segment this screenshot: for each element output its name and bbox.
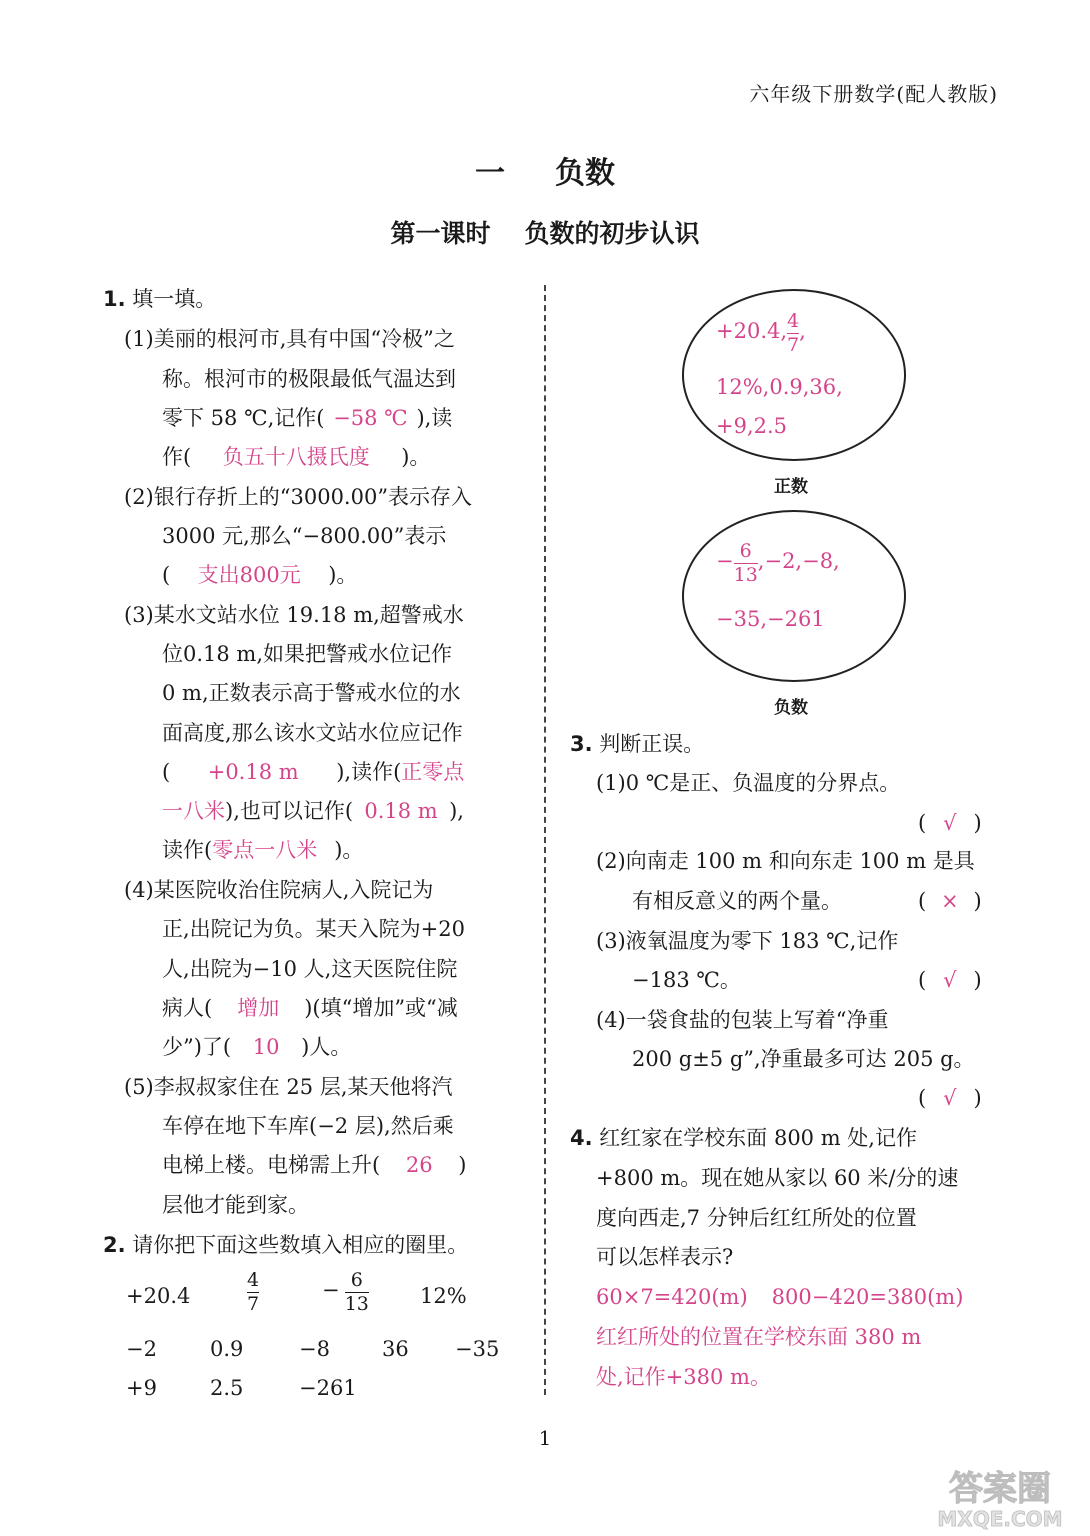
answer: 0.18 m [364, 799, 438, 823]
positive-circle-line: +20.4, $\frac{4}{7}$ , [716, 310, 806, 356]
q1-5-line: (5)李叔叔家住在 25 层,某天他将汽 [124, 1075, 453, 1099]
q1-2-line: (2)银行存折上的“3000.00”表示存入 [124, 485, 473, 509]
q1-1-line: 零下 58 ℃,记作( −58 ℃ ),读 [162, 406, 453, 430]
chapter-number: 一 [475, 156, 505, 191]
chapter-title [0, 148, 1090, 192]
negative-circle-line: − $\frac{6}{13}$ ,−2,−8, [716, 540, 840, 586]
q1-1-line: (1)美丽的根河市,具有中国“冷极”之 [124, 327, 455, 351]
positive-circle-line: 12%,0.9,36, [716, 375, 843, 399]
q2-number: −35 [455, 1337, 500, 1361]
q1-4-line: 少”)了( 10 )人。 [162, 1035, 352, 1059]
lesson-title [0, 214, 1090, 250]
q3-heading: 3. 判断正误。 [570, 732, 705, 756]
q4-answer: 60×7=420(m) 800−420=380(m) [596, 1285, 964, 1309]
q3-mark: ( × ) [918, 889, 982, 913]
answer: 负五十八摄氏度 [222, 445, 370, 469]
q2-number: 36 [382, 1337, 409, 1361]
negative-label: 负数 [774, 698, 808, 718]
q4-line: 可以怎样表示? [596, 1245, 734, 1269]
q2-number: −2 [126, 1337, 157, 1361]
q2-fraction: − $\frac{6}{13}$ [322, 1269, 369, 1315]
q3-item: (1)0 ℃是正、负温度的分界点。 [596, 771, 901, 795]
q1-4-line: (4)某医院收治住院病人,入院记为 [124, 878, 434, 902]
q3-item: (2)向南走 100 m 和向东走 100 m 是具 [596, 849, 975, 873]
q1-3-line: 面高度,那么该水文站水位应记作 [162, 721, 463, 745]
q2-number: +9 [126, 1376, 157, 1400]
answer: 10 [252, 1035, 280, 1059]
q4-line: 4. 红红家在学校东面 800 m 处,记作 [570, 1126, 917, 1150]
q1-5-line: 车停在地下车库(−2 层),然后乘 [162, 1114, 454, 1138]
negative-circle-line: −35,−261 [716, 607, 825, 631]
q2-number: 12% [420, 1284, 467, 1308]
positive-label: 正数 [774, 477, 808, 497]
q1-2-line: ( 支出800元 )。 [162, 563, 358, 587]
answer: 一八米 [162, 799, 225, 823]
q1-3-line: (3)某水文站水位 19.18 m,超警戒水 [124, 603, 464, 627]
q3-item: −183 ℃。 [632, 968, 741, 992]
q2-number: −261 [299, 1376, 357, 1400]
q4-line: 度向西走,7 分钟后红红所处的位置 [596, 1206, 917, 1230]
answer: 支出800元 [197, 563, 301, 587]
column-divider [544, 285, 546, 1395]
chapter-name: 负数 [555, 156, 615, 191]
answer: −58 ℃ [333, 406, 408, 430]
answer: 正零点 [401, 760, 465, 784]
q3-mark: ( √ ) [918, 811, 982, 835]
answer: 零点一八米 [212, 838, 318, 862]
answer: 26 [405, 1153, 433, 1177]
q1-3-line: ( +0.18 m ),读作(正零点 [162, 760, 465, 784]
q1-5-line: 层他才能到家。 [162, 1193, 309, 1217]
q1-3-line: 读作(零点一八米 )。 [162, 838, 364, 862]
q2-number: +20.4 [126, 1284, 191, 1308]
lesson-number: 第一课时 [390, 219, 491, 248]
q2-number: 2.5 [210, 1376, 244, 1400]
q1-5-line: 电梯上楼。电梯需上升( 26 ) [162, 1153, 467, 1177]
answer: 增加 [237, 996, 280, 1020]
q3-item: 200 g±5 g”,净重最多可达 205 g。 [632, 1047, 975, 1071]
q4-line: +800 m。现在她从家以 60 米/分的速 [596, 1166, 959, 1190]
q3-mark: ( √ ) [918, 1086, 982, 1110]
q3-item: (4)一袋食盐的包装上写着“净重 [596, 1008, 889, 1032]
page-number: 1 [538, 1426, 552, 1450]
q1-1-line: 作( 负五十八摄氏度 )。 [162, 445, 431, 469]
q1-4-line: 人,出院为−10 人,这天医院住院 [162, 957, 458, 981]
lesson-name: 负数的初步认识 [524, 219, 700, 248]
running-header: 六年级下册数学(配人教版) [749, 82, 998, 106]
svg-text:答案圈: 答案圈 [949, 1469, 1051, 1509]
q2-number: −8 [299, 1337, 330, 1361]
q1-3-line: 位0.18 m,如果把警戒水位记作 [162, 642, 453, 666]
q3-item: 有相反意义的两个量。 [632, 889, 842, 913]
q1-3-line: 0 m,正数表示高于警戒水位的水 [162, 681, 461, 705]
q1-3-line: 一八米),也可以记作( 0.18 m ), [162, 799, 464, 823]
positive-circle-line: +9,2.5 [716, 414, 788, 438]
q1-4-line: 病人( 增加 )(填“增加”或“减 [162, 996, 458, 1020]
q3-item: (3)液氧温度为零下 183 ℃,记作 [596, 929, 899, 953]
q1-1-line: 称。根河市的极限最低气温达到 [162, 367, 456, 391]
watermark-logo [920, 1464, 1080, 1532]
q2-number: 0.9 [210, 1337, 244, 1361]
svg-text:MXQE.COM: MXQE.COM [937, 1507, 1063, 1531]
q1-2-line: 3000 元,那么“−800.00”表示 [162, 524, 447, 548]
answer: +0.18 m [207, 760, 299, 784]
q1-4-line: 正,出院记为负。某天入院为+20 [162, 917, 465, 941]
negative-numbers-ellipse [682, 510, 906, 682]
q4-answer: 红红所处的位置在学校东面 380 m [596, 1325, 922, 1349]
q1-heading: 1. 填一填。 [103, 287, 217, 311]
q2-fraction: $\frac{4}{7}$ [247, 1269, 260, 1315]
q3-mark: ( √ ) [918, 968, 982, 992]
q2-heading: 2. 请你把下面这些数填入相应的圈里。 [103, 1233, 469, 1257]
q4-answer: 处,记作+380 m。 [596, 1365, 771, 1389]
